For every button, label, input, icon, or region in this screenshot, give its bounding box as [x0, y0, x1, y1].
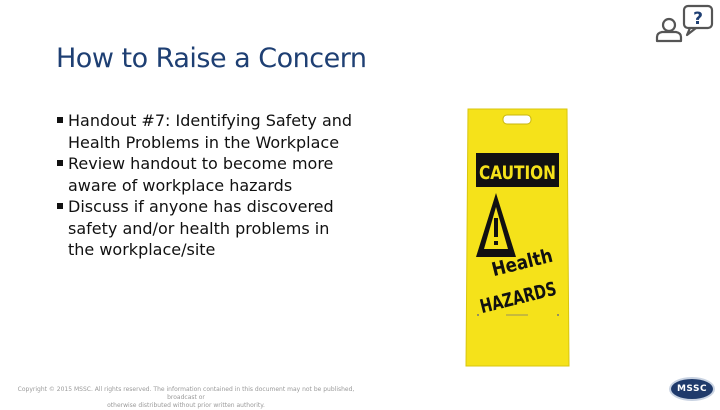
footer-line: otherwise distributed without prior written authority.: [107, 402, 265, 409]
bullet-marker: [57, 203, 63, 209]
slide-title: How to Raise a Concern: [56, 43, 367, 74]
mssc-logo: MSSC: [669, 377, 715, 401]
caution-sign-image: [466, 107, 584, 366]
footer-line: Copyright © 2015 MSSC. All rights reserved. The information contained in this document may not be published, broadcast or: [17, 386, 355, 401]
bullet-text: Discuss if anyone has discovered safety and/or health problems in the workplace/site: [68, 197, 334, 259]
bullet-marker: [57, 117, 63, 123]
user-question-icon: [654, 4, 716, 44]
copyright-footer: [6, 386, 366, 410]
bullet-list: [56, 110, 356, 261]
bullet-item: [56, 110, 356, 153]
sign-line-hazards: HAZARDS: [477, 271, 584, 319]
sign-header: CAUTION: [479, 162, 556, 184]
bullet-item: [56, 153, 356, 196]
bullet-item: [56, 196, 356, 261]
bullet-marker: [57, 160, 63, 166]
sign-line-health: Health: [489, 242, 564, 282]
bullet-text: Handout #7: Identifying Safety and Health Problems in the Workplace: [68, 111, 353, 152]
bullet-text: Review handout to become more aware of workplace hazards: [68, 154, 334, 195]
question-mark: ?: [693, 9, 703, 29]
